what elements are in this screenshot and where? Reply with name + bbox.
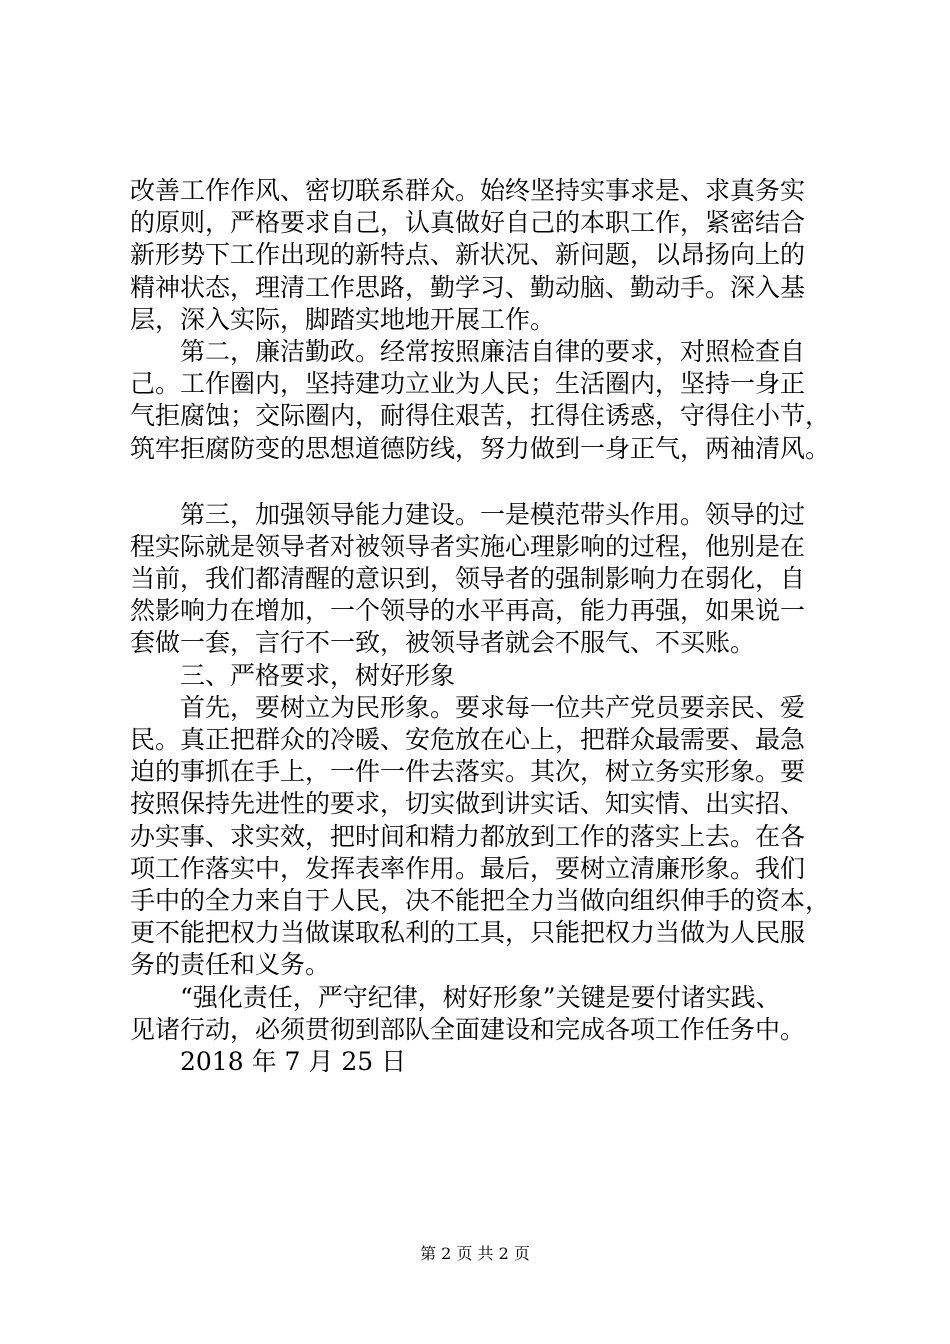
text-line: 新形势下工作出现的新特点、新状况、新问题，以昂扬向上的: [130, 240, 806, 270]
page-footer: 第 2 页 共 2 页: [420, 1244, 530, 1263]
text-line: 当前，我们都清醒的意识到，领导者的强制影响力在弱化，自: [130, 564, 806, 594]
document-body: [130, 175, 840, 1078]
text-line: 手中的全力来自于人民，决不能把全力当做向组织伸手的资本，: [130, 885, 831, 915]
text-line: 的原则，严格要求自己，认真做好自己的本职工作，紧密结合: [130, 208, 806, 238]
text-line: 气拒腐蚀；交际圈内，耐得住艰苦，扛得住诱惑，守得住小节，: [130, 401, 831, 431]
text-line: 民。真正把群众的冷暖、安危放在心上，把群众最需要、最急: [130, 725, 806, 754]
paragraph-start-line: 第二，廉洁勤政。经常按照廉洁自律的要求，对照检查自: [180, 336, 806, 366]
text-line: 改善工作作风、密切联系群众。始终坚持实事求是、求真务实: [130, 176, 806, 205]
text-line: 筑牢拒腐防变的思想道德防线，努力做到一身正气，两袖清风。: [130, 433, 831, 463]
paragraph-start-line: 第三，加强领导能力建设。一是模范带头作用。领导的过: [180, 499, 806, 529]
text-line: 层，深入实际，脚踏实地地开展工作。: [130, 304, 556, 334]
text-line: 更不能把权力当做谋取私利的工具，只能把权力当做为人民服: [130, 918, 806, 948]
text-line: 然影响力在增加，一个领导的水平再高，能力再强，如果说一: [130, 596, 806, 626]
text-line: 项工作落实中，发挥表率作用。最后，要树立清廉形象。我们: [130, 853, 806, 883]
text-line: 务的责任和义务。: [130, 950, 331, 980]
paragraph-start-line: 首先，要树立为民形象。要求每一位共产党员要亲民、爱: [180, 692, 806, 722]
text-line: 见诸行动，必须贯彻到部队全面建设和完成各项工作任务中。: [130, 1014, 806, 1044]
text-line: 套做一套，言行不一致，被领导者就会不服气、不买账。: [130, 628, 756, 658]
text-line: 按照保持先进性的要求，切实做到讲实话、知实情、出实招、: [130, 789, 806, 819]
section-heading: 三、严格要求，树好形象: [180, 660, 456, 690]
text-line: 迫的事抓在手上，一件一件去落实。其次，树立务实形象。要: [130, 757, 806, 787]
paragraph-gap: [130, 465, 840, 499]
text-line: 己。工作圈内，坚持建功立业为人民；生活圈内，坚持一身正: [130, 369, 806, 399]
text-line: 程实际就是领导者对被领导者实施心理影响的过程，他别是在: [130, 531, 806, 561]
document-date: 2018 年 7 月 25 日: [180, 1046, 407, 1076]
text-line: 精神状态，理清工作思路，勤学习、勤动脑、勤动手。深入基: [130, 272, 806, 302]
paragraph-start-line: “强化责任，严守纪律，树好形象”关键是要付诸实践、: [180, 982, 781, 1012]
text-line: 办实事、求实效，把时间和精力都放到工作的落实上去。在各: [130, 821, 806, 851]
